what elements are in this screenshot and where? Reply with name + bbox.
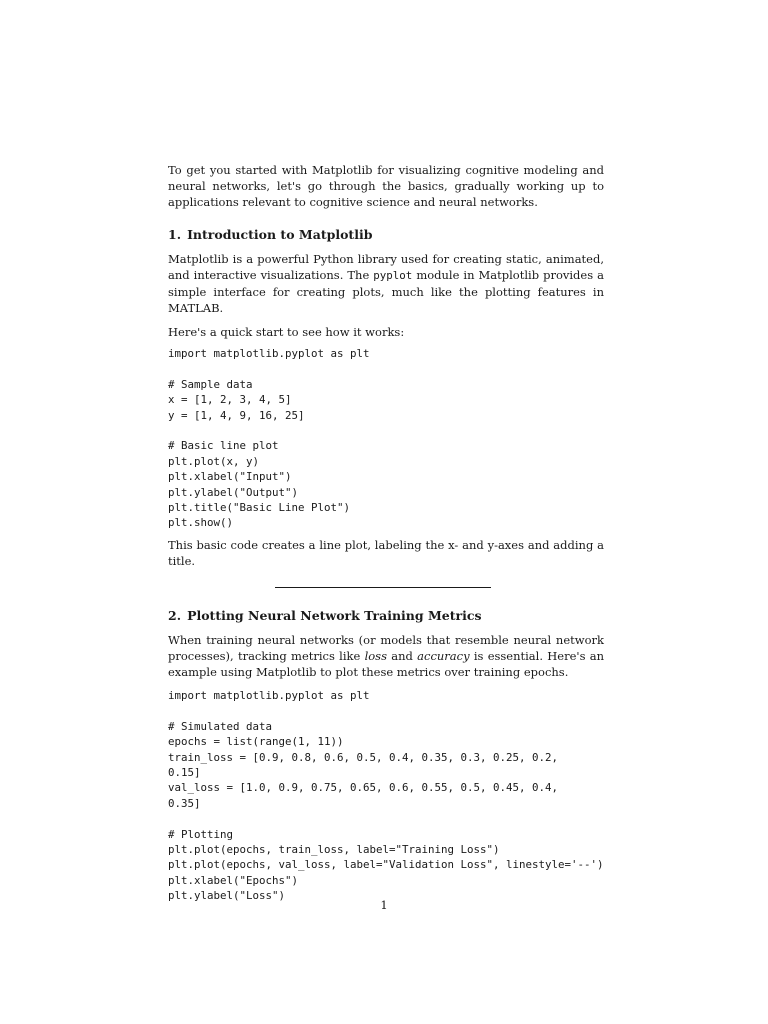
code-line: plt.title("Basic Line Plot")	[168, 501, 351, 515]
section-1-paragraph	[168, 251, 604, 316]
code-line: plt.ylabel("Loss")	[168, 889, 286, 903]
code-line: import matplotlib.pyplot as plt	[168, 347, 370, 360]
code-line: epochs = list(range(1, 11))	[168, 735, 344, 749]
intro-paragraph: To get you started with Matplotlib for visualizing cognitive modeling and neural networks, let's go through the basics, gradually working up to applications relevant to cognitive science and neural networks.	[168, 163, 604, 209]
section-1-number: 1.	[168, 227, 182, 242]
quick-start-paragraph: Here's a quick start to see how it works:	[168, 325, 405, 339]
code-line: plt.show()	[168, 516, 234, 530]
line-plot-summary-paragraph: This basic code creates a line plot, labeling the x- and y-axes and adding a title.	[168, 537, 604, 568]
code-line: import matplotlib.pyplot as plt	[168, 688, 370, 702]
code-line: plt.xlabel("Input")	[168, 470, 292, 484]
code-block-1	[168, 346, 604, 531]
section-2-text-c: is essential. Here's an example using Matplotlib to plot these metrics over training epochs.	[168, 648, 604, 679]
page-number: 1	[380, 898, 388, 912]
section-1-text-a: Matplotlib is a powerful Python library used for creating static, animated, and interactive visualizations. The	[168, 252, 604, 282]
code-line: plt.plot(epochs, val_loss, label="Validation Loss", linestyle='--')	[168, 858, 604, 872]
section-2-heading	[168, 608, 604, 624]
section-2-text-a: When training neural networks (or models that resemble neural network processes), tracking metrics like	[168, 632, 604, 663]
code-block-2	[168, 688, 604, 904]
code-line: # Simulated data	[168, 719, 273, 733]
section-2-paragraph	[168, 632, 604, 680]
code-line: plt.plot(epochs, train_loss, label="Training Loss")	[168, 842, 500, 856]
section-2-title: Plotting Neural Network Training Metrics	[187, 607, 482, 623]
section-1-title: Introduction to Matplotlib	[187, 227, 373, 242]
code-line: x = [1, 2, 3, 4, 5]	[168, 393, 292, 407]
code-line: 0.35]	[168, 796, 201, 810]
section-1-heading	[168, 227, 604, 243]
document-page	[168, 162, 604, 904]
loss-emphasis: loss	[364, 648, 387, 663]
code-line: train_loss = [0.9, 0.8, 0.6, 0.5, 0.4, 0.35, 0.3, 0.25, 0.2,	[168, 750, 559, 764]
code-line: 0.15]	[168, 765, 201, 779]
pyplot-inline-code: pyplot	[373, 269, 413, 282]
code-line: y = [1, 4, 9, 16, 25]	[168, 408, 305, 422]
code-line: # Sample data	[168, 377, 253, 391]
code-line: plt.plot(x, y)	[168, 454, 260, 468]
code-line: plt.ylabel("Output")	[168, 485, 299, 499]
accuracy-emphasis: accuracy	[417, 648, 470, 663]
section-2-number: 2.	[168, 607, 182, 623]
code-line: # Plotting	[168, 827, 234, 841]
section-2-text-b: and	[386, 648, 418, 663]
section-1-text-b: module in Matplotlib provides a simple interface for creating plots, much like the plotting features in MATLAB.	[168, 268, 604, 315]
code-line: plt.xlabel("Epochs")	[168, 873, 299, 887]
code-line: val_loss = [1.0, 0.9, 0.75, 0.65, 0.6, 0.55, 0.5, 0.45, 0.4,	[168, 781, 559, 795]
code-line: # Basic line plot	[168, 439, 279, 453]
